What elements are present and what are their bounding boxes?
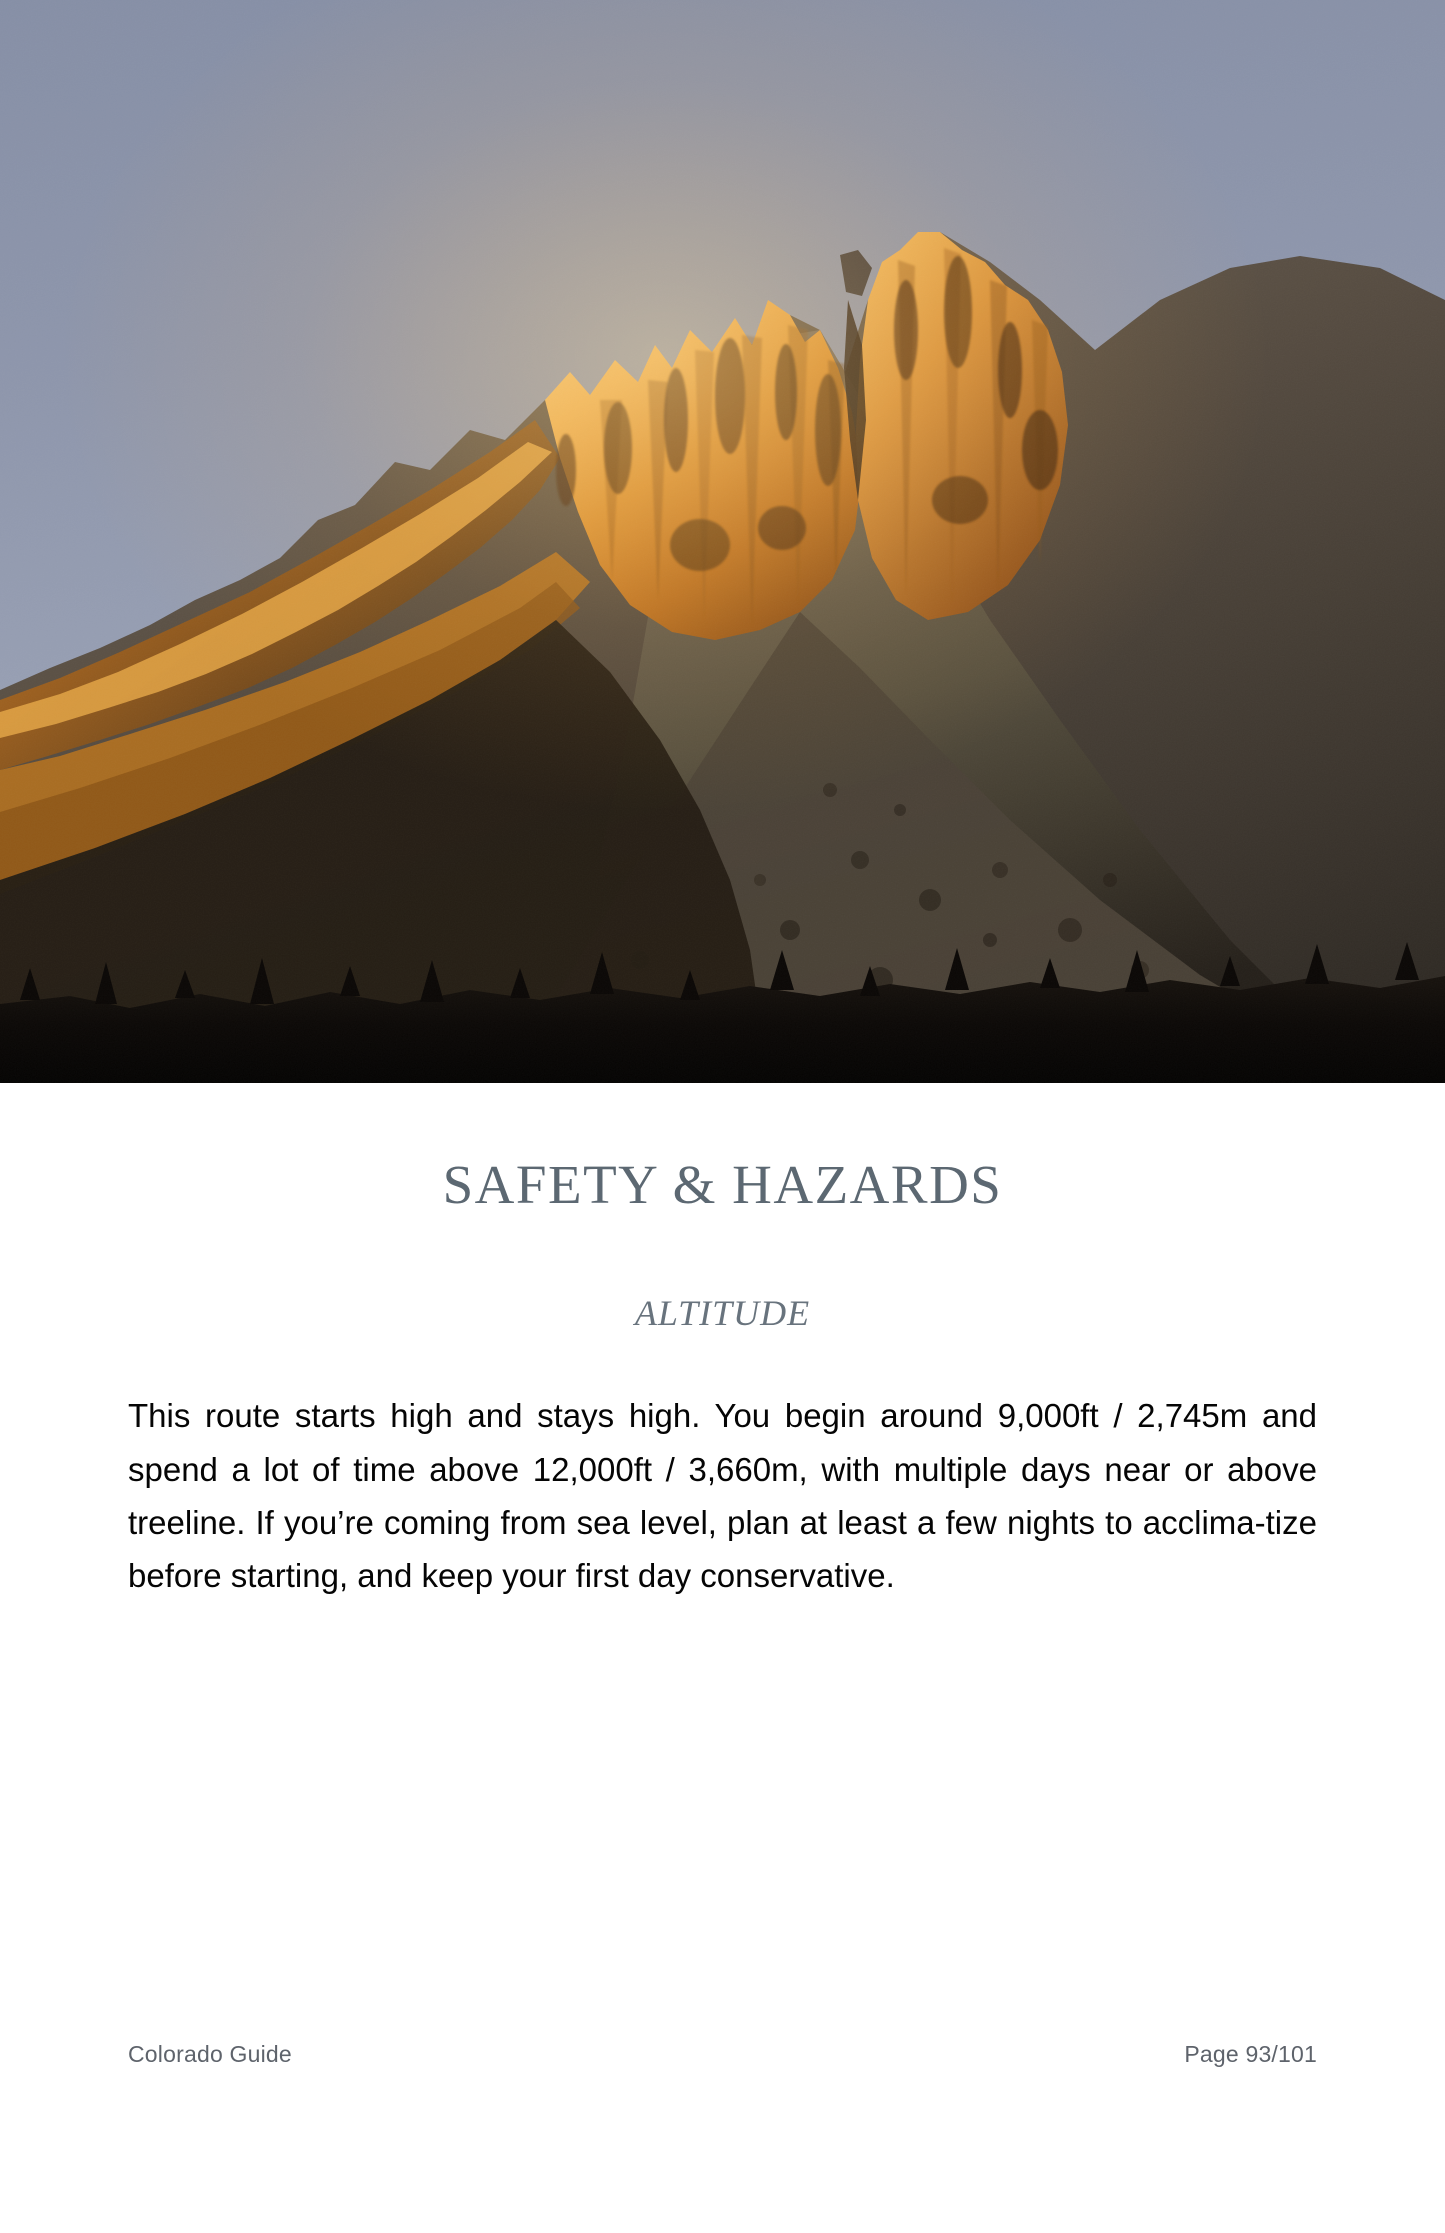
footer-document-name: Colorado Guide: [128, 2041, 292, 2067]
section-subtitle: ALTITUDE: [634, 1292, 811, 1333]
page-footer: [128, 1943, 1317, 2233]
hero-photo-mountain-peak: [0, 0, 1445, 1083]
body-paragraph: This route starts high and stays high. You begin around 9,000ft / 2,745m and spend a lot of time above 12,000ft / 3,660m, with multiple days near or above treeline. If you’re coming from sea level, plan at least a few nights to acclima-tize before starting, and keep your first day conservative.: [128, 1397, 1317, 1595]
page-content: [0, 1083, 1445, 2233]
footer-page-number: Page 93/101: [1184, 2041, 1317, 2067]
section-title: SAFETY & HAZARDS: [442, 1154, 1003, 1215]
